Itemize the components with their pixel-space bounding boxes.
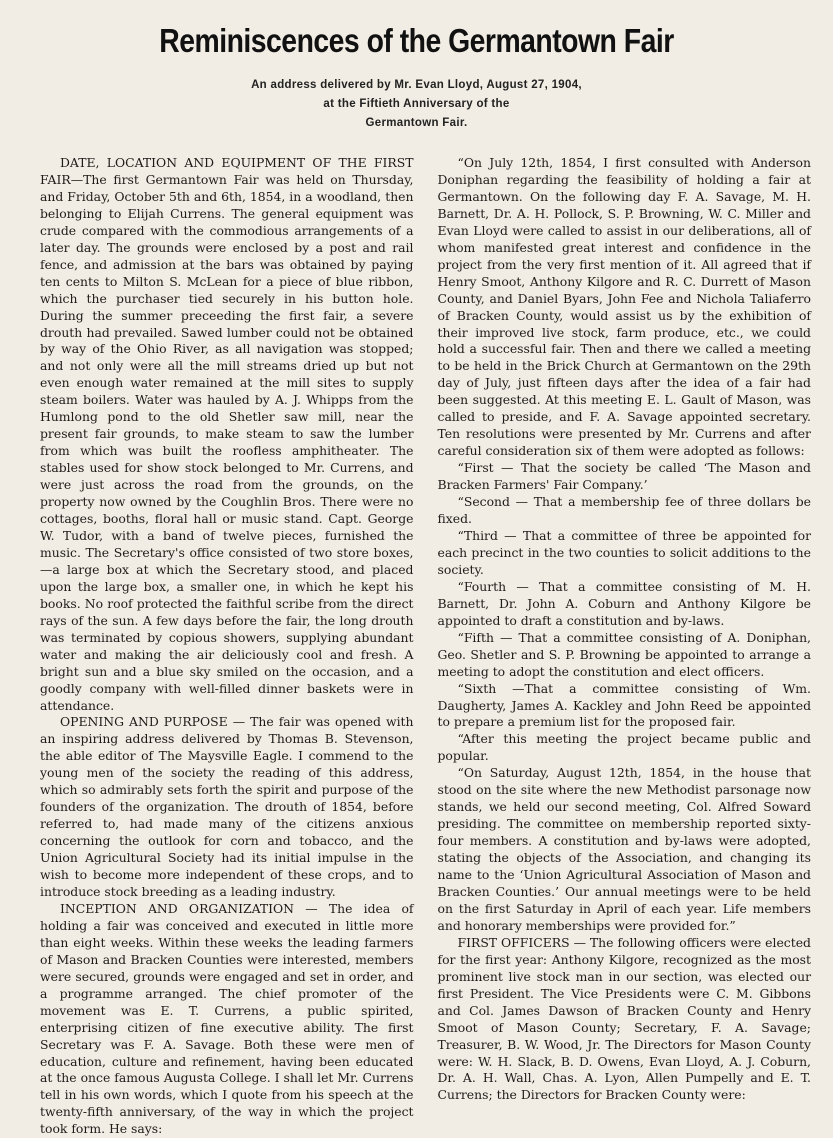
subtitle-line: Germantown Fair.: [365, 117, 468, 129]
paragraph-project-public: “After this meeting the project became public and popular.: [437, 731, 811, 764]
subtitle-line: An address delivered by Mr. Evan Lloyd, August 27, 1904,: [251, 79, 582, 91]
resolution-third: “Third — That a committee of three be appointed for each precinct in the two counties to solicit additions to the society.: [437, 527, 811, 577]
paragraph-first-officers: FIRST OFFICERS — The following officers were elected for the first year: Anthony Kilgore, recognized as the most prominent live stock man in our section, was elected our first President. The Vice Presidents were C. M. Gibbons and Col. James Dawson of Bracken County and Henry Smoot of Mason County; Secretary, F. A. Savage; Treasurer, B. W. Wood, Jr. The Directors for Mason County were: W. H. Slack, B. D. Owens, Evan Lloyd, A. J. Coburn, Dr. A. H. Wall, Chas. A. Lyon, Allen Pumpelly and E. T. Currens; the Directors for Bracken County were:: [437, 934, 811, 1103]
paragraph-quote-july: “On July 12th, 1854, I first consulted with Anderson Doniphan regarding the feasibility of holding a fair at Germantown. On the following day F. A. Savage, M. H. Barnett, Dr. A. H. Pollock, S. P. Browning, W. C. Miller and Evan Lloyd were called to assist in our deliberations, all of whom manifested great interest and confidence in the project from the very first mention of it. All agreed that if Henry Smoot, Anthony Kilgore and R. C. Durrett of Mason County, and Daniel Byars, John Fee and Nichola Taliaferro of Bracken County, would assist us by the exhibition of their improved live stock, farm produce, etc., we could hold a successful fair. Then and there we called a meeting to be held in the Brick Church at Germantown on the 29th day of July, just fifteen days after the idea of a fair had been suggested. At this meeting E. L. Gault of Mason, was called to preside, and F. A. Savage appointed secretary. Ten resolutions were presented by Mr. Currens and after careful consideration six of them were adopted as follows:: [437, 155, 811, 459]
resolution-second: “Second — That a membership fee of three dollars be fixed.: [437, 494, 811, 527]
paragraph-second-meeting: “On Saturday, August 12th, 1854, in the house that stood on the site where the new Methodist parsonage now stands, we held our second meeting, Col. Alfred Soward presiding. The committee on membership reported sixty-four members. A constitution and by-laws were adopted, stating the objects of the Association, and changing its name to the ‘Union Agricultural Association of Mason and Bracken Counties.’ Our annual meetings were to be held on the first Saturday in April of each year. Life members and honorary memberships were provided for.”: [437, 765, 811, 933]
document-title: Reminiscences of the Germantown Fair: [159, 22, 674, 59]
resolution-first: “First — That the society be called ‘The Mason and Bracken Farmers' Fair Company.’: [437, 460, 811, 493]
right-column: [438, 155, 812, 1138]
resolution-fourth: “Fourth — That a committee consisting of M. H. Barnett, Dr. John A. Coburn and Anthony Kilgore be appointed to draft a constitution and by-laws.: [437, 578, 811, 628]
resolution-sixth: “Sixth —That a committee consisting of Wm. Daugherty, James A. Kackley and John Reed be appointed to prepare a premium list for the proposed fair.: [437, 680, 811, 730]
left-column: [40, 155, 414, 1138]
text-columns: [40, 155, 811, 1138]
paragraph-date-location: DATE, LOCATION AND EQUIPMENT OF THE FIRST FAIR—The first Germantown Fair was held on Thursday, and Friday, October 5th and 6th, 1854, in a woodland, then belonging to Elijah Currens. The general equipment was crude compared with the commodious arrangements of a later day. The grounds were enclosed by a post and rail fence, and admission at the bars was obtained by paying ten cents to Milton S. McLean for a piece of blue ribbon, which the purchaser tied securely in his button hole. During the summer preceeding the first fair, a severe drouth had prevailed. Sawed lumber could not be obtained by way of the Ohio River, as all navigation was stopped; and not only were all the mill streams dried up but not even enough water remained at the mill sites to supply steam boilers. Water was hauled by A. J. Whipps from the Humlong pond to the old Shetler saw mill, near the present fair grounds, to make steam to saw the lumber from which was built the roofless amphitheater. The stables used for show stock belonged to Mr. Currens, and were just across the road from the grounds, on the property now owned by the Coughlin Bros. There were no cottages, booths, floral hall or music stand. Capt. George W. Tudor, with a band of twelve pieces, furnished the music. The Secretary's office consisted of two store boxes,—a large box at which the Secretary stood, and placed upon the large box, a smaller one, in which he kept his books. No roof protected the faithful scribe from the direct rays of the sun. A few days before the fair, the long drouth was terminated by copious showers, supplying abundant water and making the air deliciously cool and fresh. A bright sun and a blue sky smiled on the occasion, and a goodly company with well-filled dinner baskets were in attendance.: [40, 155, 414, 713]
paragraph-inception-organization: INCEPTION AND ORGANIZATION — The idea of holding a fair was conceived and executed in little more than eight weeks. Within these weeks the leading farmers of Mason and Bracken Counties were interested, members were secured, grounds were engaged and set in order, and a programme arranged. The chief promoter of the movement was E. T. Currens, a public spirited, enterprising citizen of fine executive ability. The first Secretary was F. A. Savage. Both these were men of education, culture and refinement, having been educated at the once famous Augusta College. I shall let Mr. Currens tell in his own words, which I quote from his speech at the twenty-fifth anniversary, of the way in which the project took form. He says:: [40, 900, 414, 1137]
paragraph-opening-purpose: OPENING AND PURPOSE — The fair was opened with an inspiring address delivered by Thomas B. Stevenson, the able editor of The Maysville Eagle. I commend to the young men of the society the reading of this address, which so admirably sets forth the spirit and purpose of the founders of the organization. The drouth of 1854, before referred to, had made many of the citizens anxious concerning the outlook for corn and tobacco, and the Union Agricultural Society had its initial impulse in the wish to become more independent of these crops, and to introduce stock breeding as a leading industry.: [40, 714, 414, 899]
subtitle-line: at the Fiftieth Anniversary of the: [323, 98, 510, 110]
document-subtitle: [0, 76, 833, 133]
resolution-fifth: “Fifth — That a committee consisting of A. Doniphan, Geo. Shetler and S. P. Browning be appointed to arrange a meeting to adopt the constitution and elect officers.: [437, 629, 811, 679]
